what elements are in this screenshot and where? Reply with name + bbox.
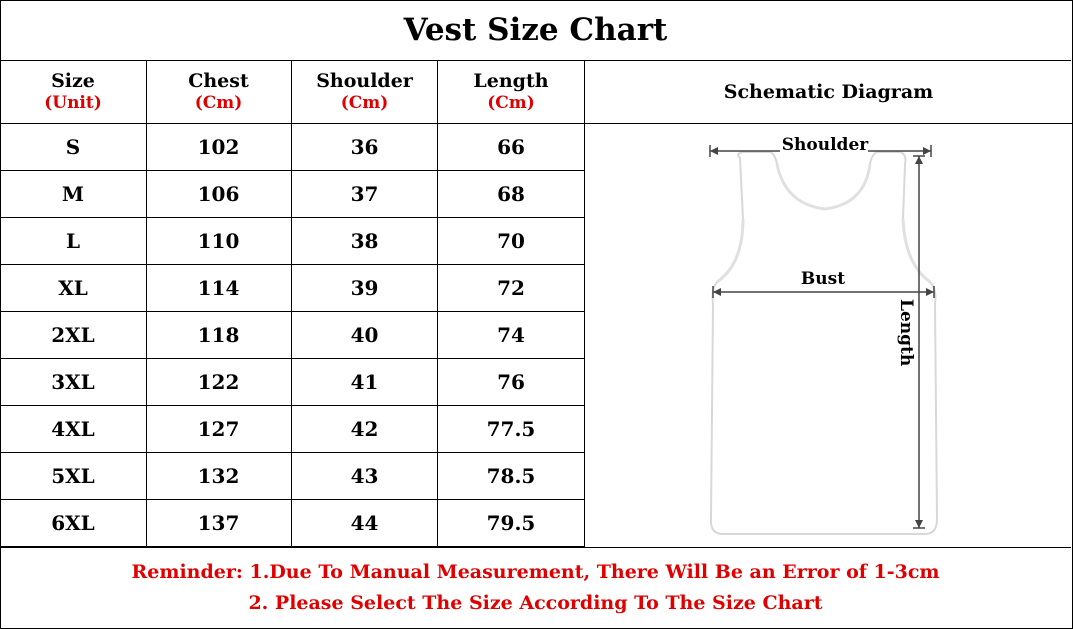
header-unit: (Cm) [487, 93, 535, 114]
measurement-cell: 42 [292, 406, 438, 453]
measurement-cell: 78.5 [438, 453, 585, 500]
measurement-cell: 37 [292, 171, 438, 218]
measurement-cell: 114 [146, 265, 292, 312]
size-cell: L [0, 218, 147, 265]
reminder-note [0, 547, 1071, 627]
shoulder-arrow-left [710, 147, 718, 155]
measurement-cell: 40 [292, 312, 438, 359]
measurement-cell: 118 [146, 312, 292, 359]
schematic-diagram [585, 124, 1072, 546]
measurement-cell: 74 [438, 312, 585, 359]
measurement-cell: 76 [438, 359, 585, 406]
shoulder-label: Shoulder [781, 135, 869, 155]
size-cell: 6XL [0, 500, 147, 547]
size-cell: 5XL [0, 453, 147, 500]
header-unit: (Unit) [44, 93, 102, 114]
measurement-cell: 44 [292, 500, 438, 547]
header-unit: (Cm) [194, 93, 243, 114]
measurement-cell: 127 [146, 406, 292, 453]
measurement-cell: 137 [146, 500, 292, 547]
size-cell: XL [0, 265, 147, 312]
measurement-cell: 66 [438, 124, 585, 171]
measurement-cell: 77.5 [438, 406, 585, 453]
header-cell-shoulder [292, 61, 438, 124]
chart-title: Vest Size Chart [0, 0, 1071, 61]
header-label: Shoulder [316, 69, 413, 92]
length-arrow-top [915, 156, 923, 164]
measurement-cell: 72 [438, 265, 585, 312]
reminder-line-1: Reminder: 1.Due To Manual Measurement, There Will Be an Error of 1-3cm [131, 560, 940, 583]
measurement-cell: 122 [146, 359, 292, 406]
header-cell-length [438, 61, 585, 124]
header-cell-chest [146, 61, 292, 124]
header-cell-size [0, 61, 147, 124]
diagram-header: Schematic Diagram [585, 61, 1072, 124]
measurement-cell: 36 [292, 124, 438, 171]
bust-label: Bust [800, 269, 846, 289]
header-unit: (Cm) [340, 93, 389, 114]
size-cell: 2XL [0, 312, 147, 359]
measurement-cell: 106 [146, 171, 292, 218]
size-cell: S [0, 124, 147, 171]
header-label: Size [51, 69, 95, 92]
header-label: Chest [188, 69, 249, 92]
size-cell: M [0, 171, 147, 218]
measurement-cell: 68 [438, 171, 585, 218]
measurement-cell: 43 [292, 453, 438, 500]
size-cell: 4XL [0, 406, 147, 453]
measurement-cell: 102 [146, 124, 292, 171]
measurement-cell: 110 [146, 218, 292, 265]
length-label: Length [896, 299, 916, 367]
header-label: Length [473, 69, 549, 92]
vest-diagram [585, 124, 1072, 546]
measurement-cell: 79.5 [438, 500, 585, 547]
measurement-cell: 70 [438, 218, 585, 265]
measurement-cell: 38 [292, 218, 438, 265]
shoulder-arrow-right [923, 147, 931, 155]
measurement-cell: 41 [292, 359, 438, 406]
measurement-cell: 132 [146, 453, 292, 500]
reminder-line-2: 2. Please Select The Size According To The Size Chart [248, 591, 823, 614]
measurement-cell: 39 [292, 265, 438, 312]
size-cell: 3XL [0, 359, 147, 406]
